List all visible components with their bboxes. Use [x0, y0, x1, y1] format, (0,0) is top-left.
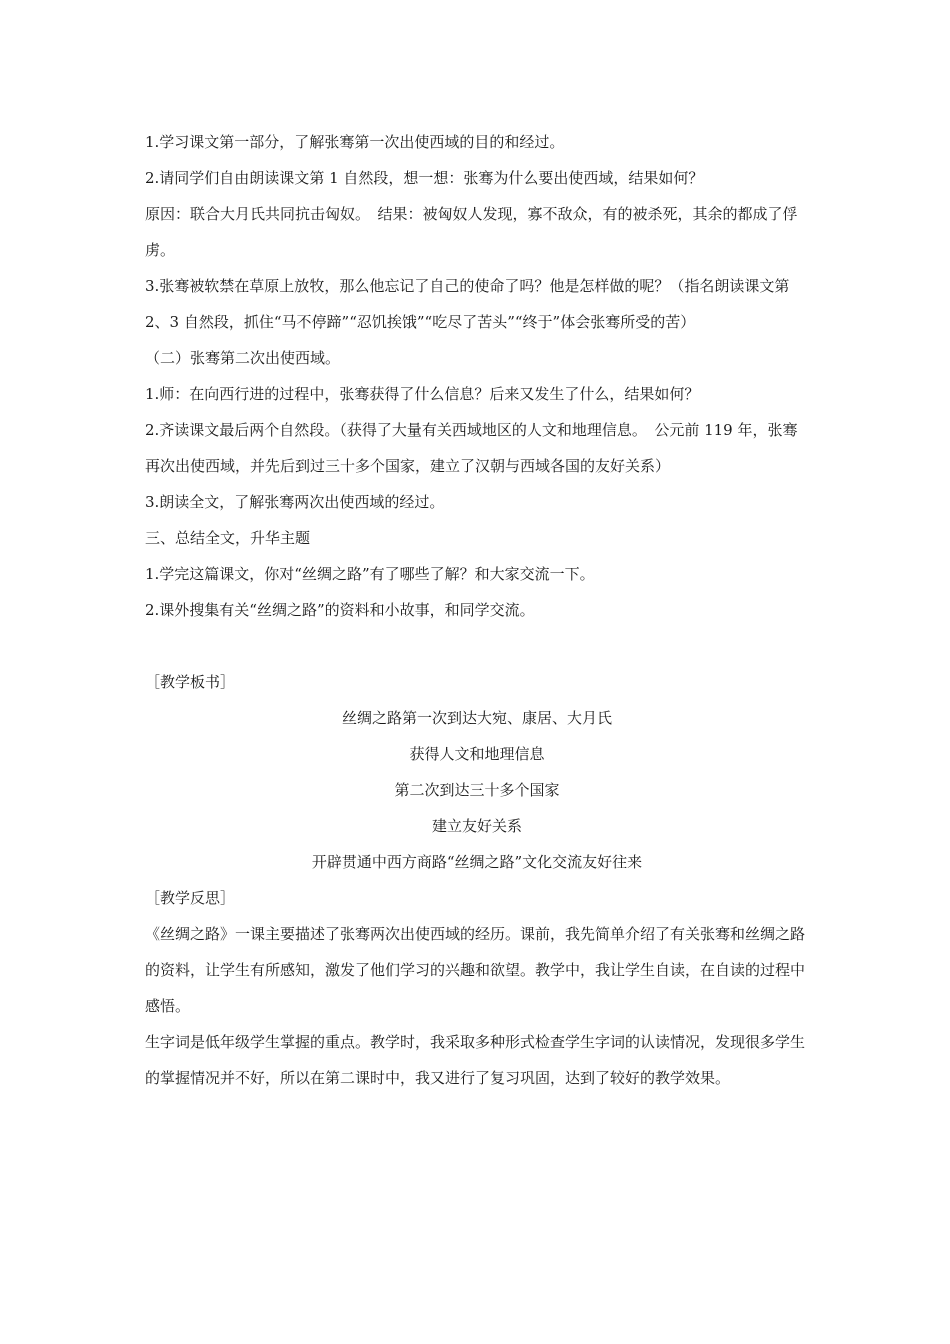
reason-result-text: 原因：联合大月氏共同抗击匈奴。 结果：被匈奴人发现，寡不敌众，有的被杀死，其余的都成了俘虏。 — [145, 205, 798, 259]
document-body — [145, 124, 809, 1096]
step-3-text: 3.张骞被软禁在草原上放牧，那么他忘记了自己的使命了吗？他是怎样做的呢？（指名朗读课文第 2、3 自然段，抓住“马不停蹄”“忍饥挨饿”“吃尽了苦头”“终于”体会张骞所受的苦） — [145, 277, 790, 331]
spacer — [145, 628, 809, 664]
reflection-paragraph-1: 《丝绸之路》一课主要描述了张骞两次出使西域的经历。课前，我先简单介绍了有关张骞和丝绸之路的资料，让学生有所感知，激发了他们学习的兴趣和欲望。教学中，我让学生自读，在自读的过程中感悟。 — [145, 925, 806, 1015]
step-2-text: 2.请同学们自由朗读课文第 1 自然段，想一想：张骞为什么要出使西域，结果如何？ — [145, 169, 704, 187]
step-1-text: 1.学习课文第一部分，了解张骞第一次出使西域的目的和经过。 — [145, 133, 565, 151]
reading-note-text: 2.齐读课文最后两个自然段。（获得了大量有关西域地区的人文和地理信息。 公元前 119 年，张骞再次出使西域，并先后到过三十多个国家，建立了汉朝与西域各国的友好关系） — [145, 421, 798, 475]
board-line-3: 第二次到达三十多个国家 — [394, 781, 560, 799]
board-line-4: 建立友好关系 — [431, 817, 522, 835]
section-2-heading: （二）张骞第二次出使西域。 — [145, 349, 341, 367]
board-heading: ［教学板书］ — [145, 673, 236, 691]
reflection-paragraph-2: 生字词是低年级学生掌握的重点。教学时，我采取多种形式检查学生字词的认读情况，发现很多学生的掌握情况并不好，所以在第二课时中，我又进行了复习巩固，达到了较好的教学效果。 — [145, 1033, 806, 1087]
summary-question-1: 1.学完这篇课文，你对“丝绸之路”有了哪些了解？和大家交流一下。 — [145, 565, 595, 583]
read-whole-text: 3.朗读全文，了解张骞两次出使西域的经过。 — [145, 493, 445, 511]
board-line-5: 开辟贯通中西方商路“丝绸之路”文化交流友好往来 — [311, 853, 643, 871]
board-line-2: 获得人文和地理信息 — [409, 745, 545, 763]
board-line-1: 丝绸之路第一次到达大宛、康居、大月氏 — [341, 709, 612, 727]
reflection-heading: ［教学反思］ — [145, 889, 236, 907]
teacher-question-text: 1.师：在向西行进的过程中，张骞获得了什么信息？后来又发生了什么，结果如何？ — [145, 385, 700, 403]
section-3-heading: 三、总结全文，升华主题 — [145, 529, 311, 547]
summary-question-2: 2.课外搜集有关“丝绸之路”的资料和小故事，和同学交流。 — [145, 601, 535, 619]
